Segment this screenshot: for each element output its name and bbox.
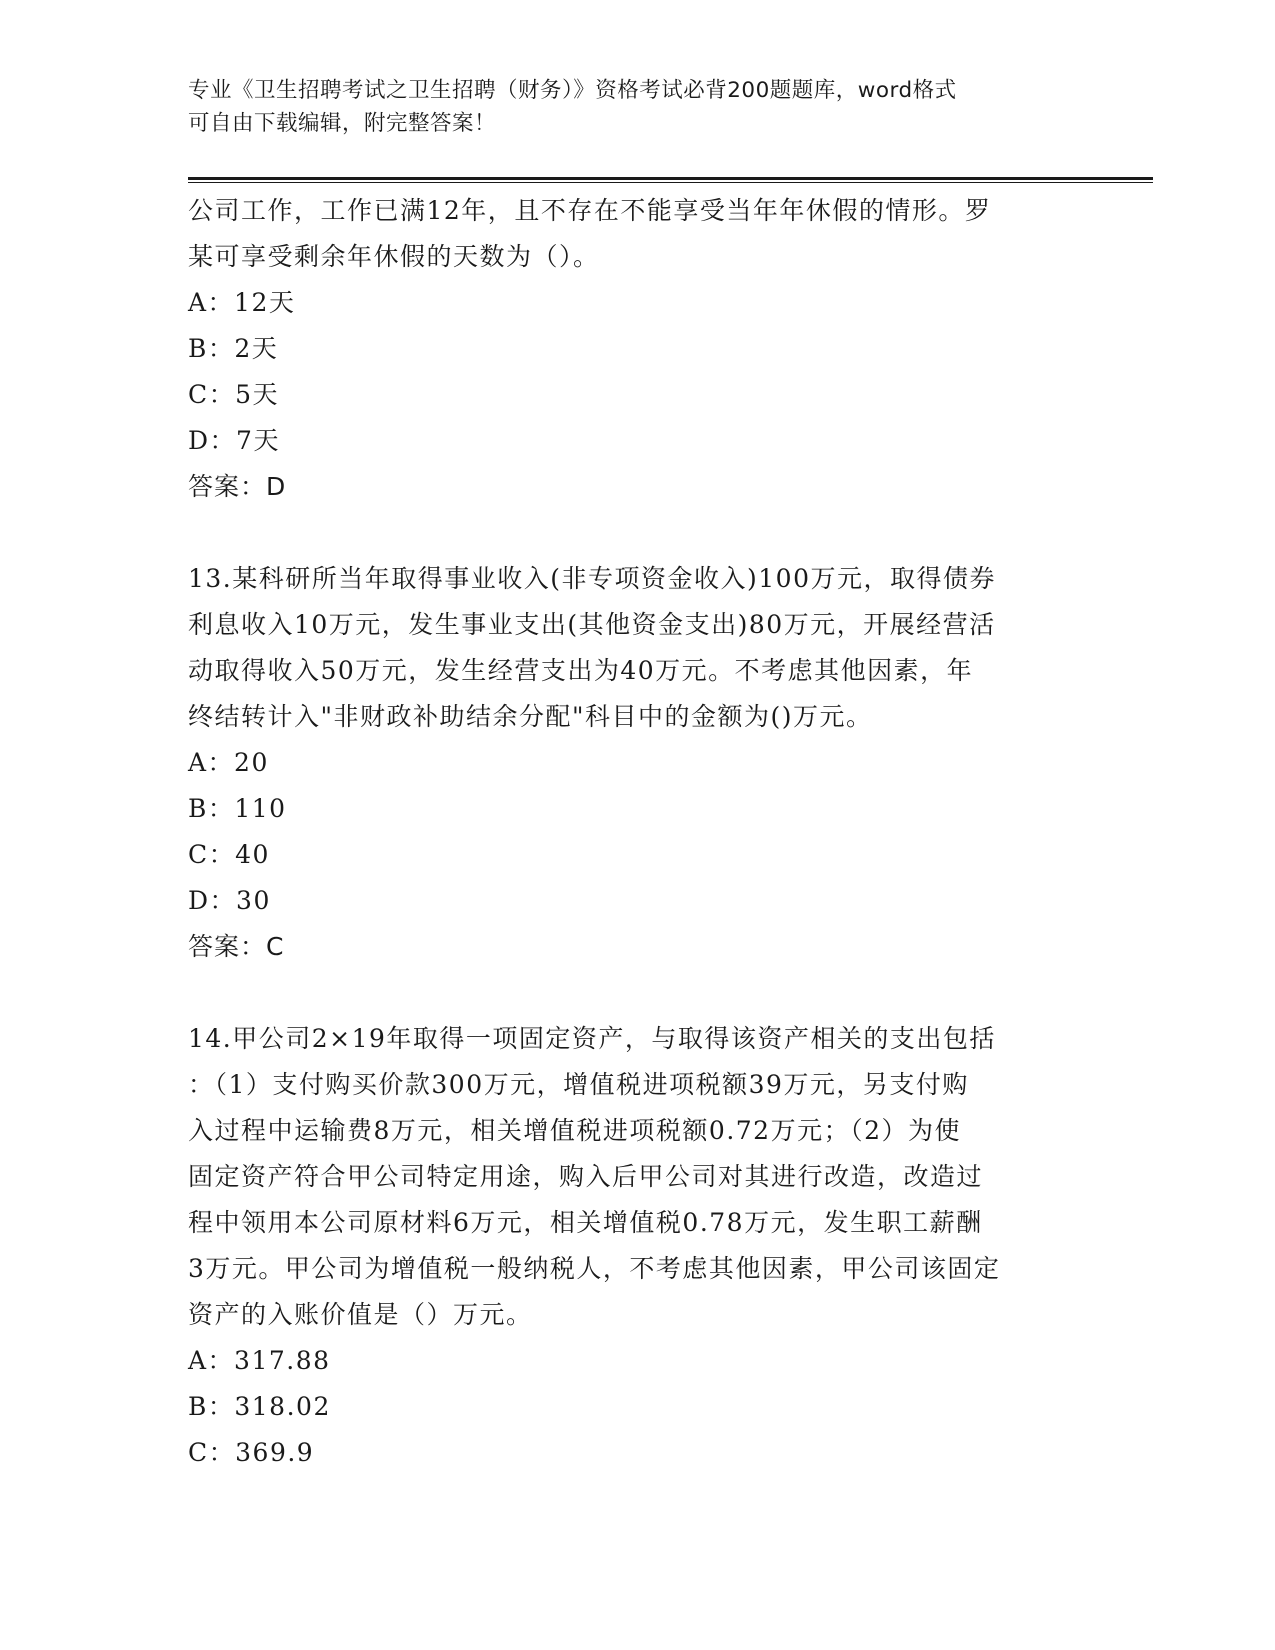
question-text-line: 资产的入账价值是（）万元。 (188, 1300, 533, 1329)
option-a: A：12天 (188, 288, 296, 317)
question-text-line: 终结转计入"非财政补助结余分配"科目中的金额为()万元。 (188, 702, 873, 731)
option-d: D：30 (188, 886, 271, 915)
question-text-line: 固定资产符合甲公司特定用途，购入后甲公司对其进行改造，改造过 (188, 1162, 984, 1191)
question-text-line: 公司工作，工作已满12年，且不存在不能享受当年年休假的情形。罗 (188, 196, 992, 225)
answer-line: 答案：D (188, 472, 287, 501)
option-a: A：20 (188, 748, 269, 777)
question-text-line: ：（1）支付购买价款300万元，增值税进项税额39万元，另支付购 (188, 1070, 969, 1099)
document-body (188, 188, 1088, 1476)
header-divider (188, 177, 1153, 183)
question-text-line: 程中领用本公司原材料6万元，相关增值税0.78万元，发生职工薪酬 (188, 1208, 983, 1237)
question-text-line: 动取得收入50万元，发生经营支出为40万元。不考虑其他因素，年 (188, 656, 974, 685)
option-c: C：40 (188, 840, 270, 869)
page-header (188, 74, 1088, 140)
question-text-line: 入过程中运输费8万元，相关增值税进项税额0.72万元；（2）为使 (188, 1116, 961, 1145)
question-text-line: 利息收入10万元，发生事业支出(其他资金支出)80万元，开展经营活 (188, 610, 996, 639)
question-text-line: 3万元。甲公司为增值税一般纳税人，不考虑其他因素，甲公司该固定 (188, 1254, 1001, 1283)
option-c: C：369.9 (188, 1438, 315, 1467)
option-d: D：7天 (188, 426, 280, 455)
option-b: B：318.02 (188, 1392, 331, 1421)
header-title-line: 可自由下载编辑，附完整答案！ (188, 111, 497, 136)
header-title-line: 专业《卫生招聘考试之卫生招聘（财务）》资格考试必背200题题库，word格式 (188, 78, 957, 103)
question-text-line: 某可享受剩余年休假的天数为（）。 (188, 242, 600, 271)
question-block (188, 188, 1088, 510)
question-block (188, 556, 1088, 970)
option-b: B：2天 (188, 334, 279, 363)
option-b: B：110 (188, 794, 287, 823)
question-text-line: 13.某科研所当年取得事业收入(非专项资金收入)100万元，取得债券 (188, 564, 996, 593)
option-a: A：317.88 (188, 1346, 331, 1375)
question-text-line: 14.甲公司2×19年取得一项固定资产，与取得该资产相关的支出包括 (188, 1024, 996, 1053)
answer-line: 答案：C (188, 932, 285, 961)
option-c: C：5天 (188, 380, 280, 409)
question-block (188, 1016, 1088, 1476)
